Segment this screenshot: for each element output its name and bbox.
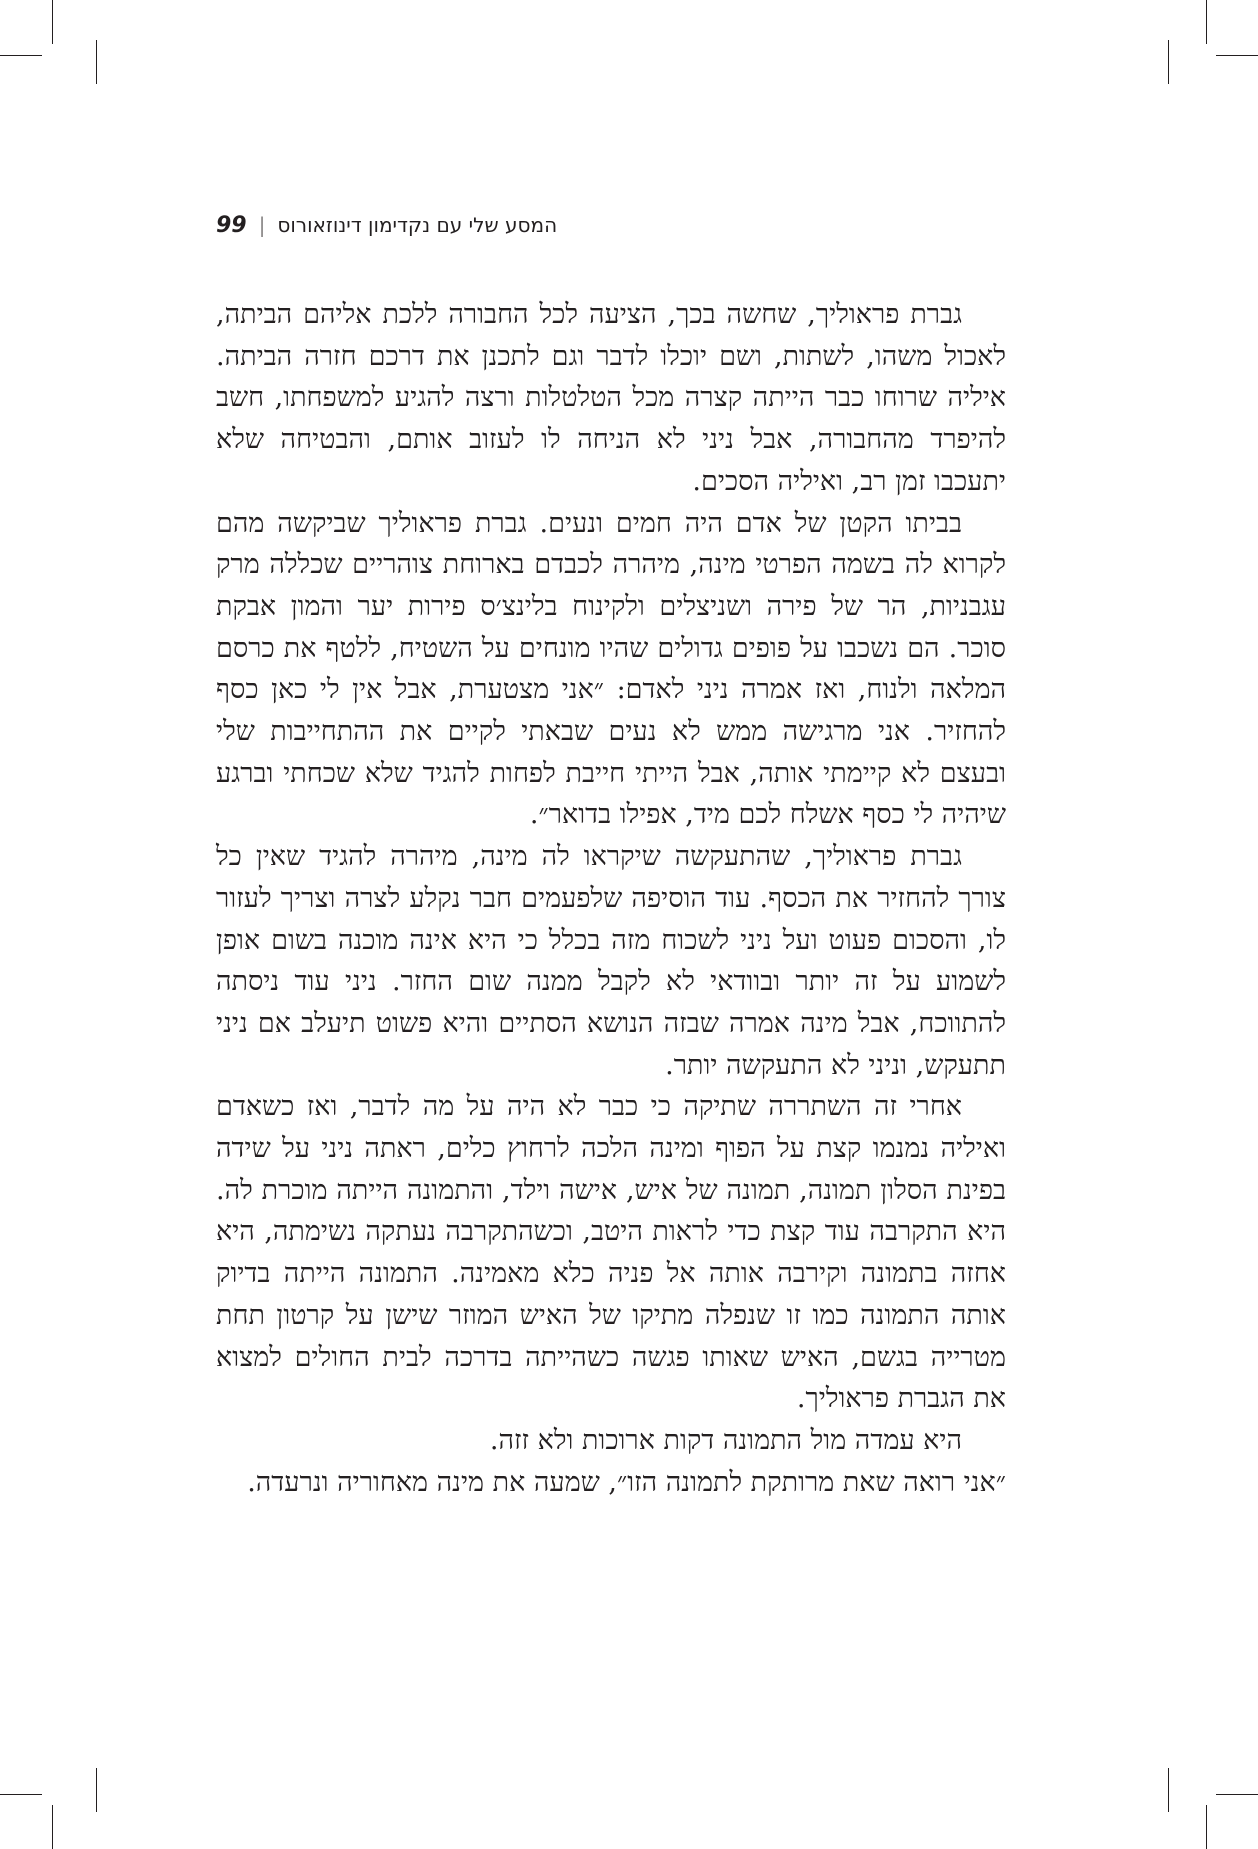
crop-mark bbox=[1216, 1794, 1258, 1795]
paragraph: גברת פראוליך, שהתעקשה שיקראו לה מינה, מיהרה להגיד שאין כל צורך להחזיר את הכסף. עוד הוסיפה שלפעמים חבר נקלע לצרה וצריך לעזור לו, והסכום פעוט ועל ניני לשכוח מזה בכלל כי היא אינה מוכנה בשום אופן לשמוע על זה יותר ובוודאי לא לקבל ממנה שום החזר. ניני עוד ניסתה להתווכח, אבל מינה אמרה שבזה הנושא הסתיים והיא פשוט תיעלב אם ניני תתעקש, וניני לא התעקשה יותר. bbox=[216, 841, 1006, 1081]
page-number: 99 bbox=[216, 212, 247, 238]
book-title: המסע שלי עם נקדימון דינוזאורוס bbox=[277, 213, 558, 237]
crop-mark bbox=[1168, 1768, 1169, 1812]
paragraph: היא עמדה מול התמונה דקות ארוכות ולא זזה. bbox=[489, 1424, 962, 1456]
crop-mark bbox=[52, 1805, 53, 1849]
header-separator: | bbox=[258, 213, 266, 237]
crop-mark bbox=[0, 55, 42, 56]
paragraph: ״אני רואה שאת מרותקת לתמונה הזו״, שמעה את מינה מאחוריה ונרעדה. bbox=[247, 1466, 1006, 1498]
crop-mark bbox=[1216, 55, 1258, 56]
crop-mark bbox=[0, 1794, 42, 1795]
paragraph: גברת פראוליך, שחשה בכך, הציעה לכל החבורה ללכת אליהם הביתה, לאכול משהו, לשתות, ושם יוכלו לדבר וגם לתכנן את דרכם חזרה הביתה. איליה שרוחו כבר הייתה קצרה מכל הטלטלות ורצה להגיע למשפחתו, חשב להיפרד מהחבורה, אבל ניני לא הניחה לו לעזוב אותם, והבטיחה שלא יתעכבו זמן רב, ואיליה הסכים. bbox=[216, 299, 1006, 497]
crop-mark bbox=[96, 40, 97, 84]
crop-mark bbox=[52, 0, 53, 44]
crop-mark bbox=[1168, 40, 1169, 84]
paragraph: אחרי זה השתררה שתיקה כי כבר לא היה על מה לדבר, ואז כשאדם ואיליה נמנמו קצת על הפוף ומינה הלכה לרחוץ כלים, ראתה ניני על שידה בפינת הסלון תמונה, תמונה של איש, אישה וילד, והתמונה הייתה מוכרת לה. היא התקרבה עוד קצת כדי לראות היטב, וכשהתקרבה נעתקה נשימתה, היא אחזה בתמונה וקירבה אותה אל פניה כלא מאמינה. התמונה הייתה בדיוק אותה התמונה כמו זו שנפלה מתיקו של האיש המוזר שישן על קרטון תחת מטרייה בגשם, האיש שאותו פגשה כשהייתה בדרכה לבית החולים למצוא את הגברת פראוליך. bbox=[216, 1091, 1006, 1415]
body-text bbox=[216, 294, 1006, 1503]
crop-mark bbox=[96, 1768, 97, 1812]
crop-mark bbox=[1206, 0, 1207, 44]
crop-mark bbox=[1206, 1805, 1207, 1849]
running-head bbox=[216, 208, 606, 242]
paragraph: בביתו הקטן של אדם היה חמים ונעים. גברת פראוליך שביקשה מהם לקרוא לה בשמה הפרטי מינה, מיהרה לכבדם בארוחת צוהריים שכללה מרק עגבניות, הר של פירה ושניצלים ולקינוח בלינצ׳ס פירות יער והמון אבקת סוכר. הם נשכבו על פופים גדולים שהיו מונחים על השטיח, ללטף את כרסם המלאה ולנוח, ואז אמרה ניני לאדם: ״אני מצטערת, אבל אין לי כאן כסף להחזיר. אני מרגישה ממש לא נעים שבאתי לקיים את ההתחייבות שלי ובעצם לא קיימתי אותה, אבל הייתי חייבת לפחות להגיד שלא שכחתי וברגע שיהיה לי כסף אשלח לכם מיד, אפילו בדואר״. bbox=[216, 507, 1006, 831]
